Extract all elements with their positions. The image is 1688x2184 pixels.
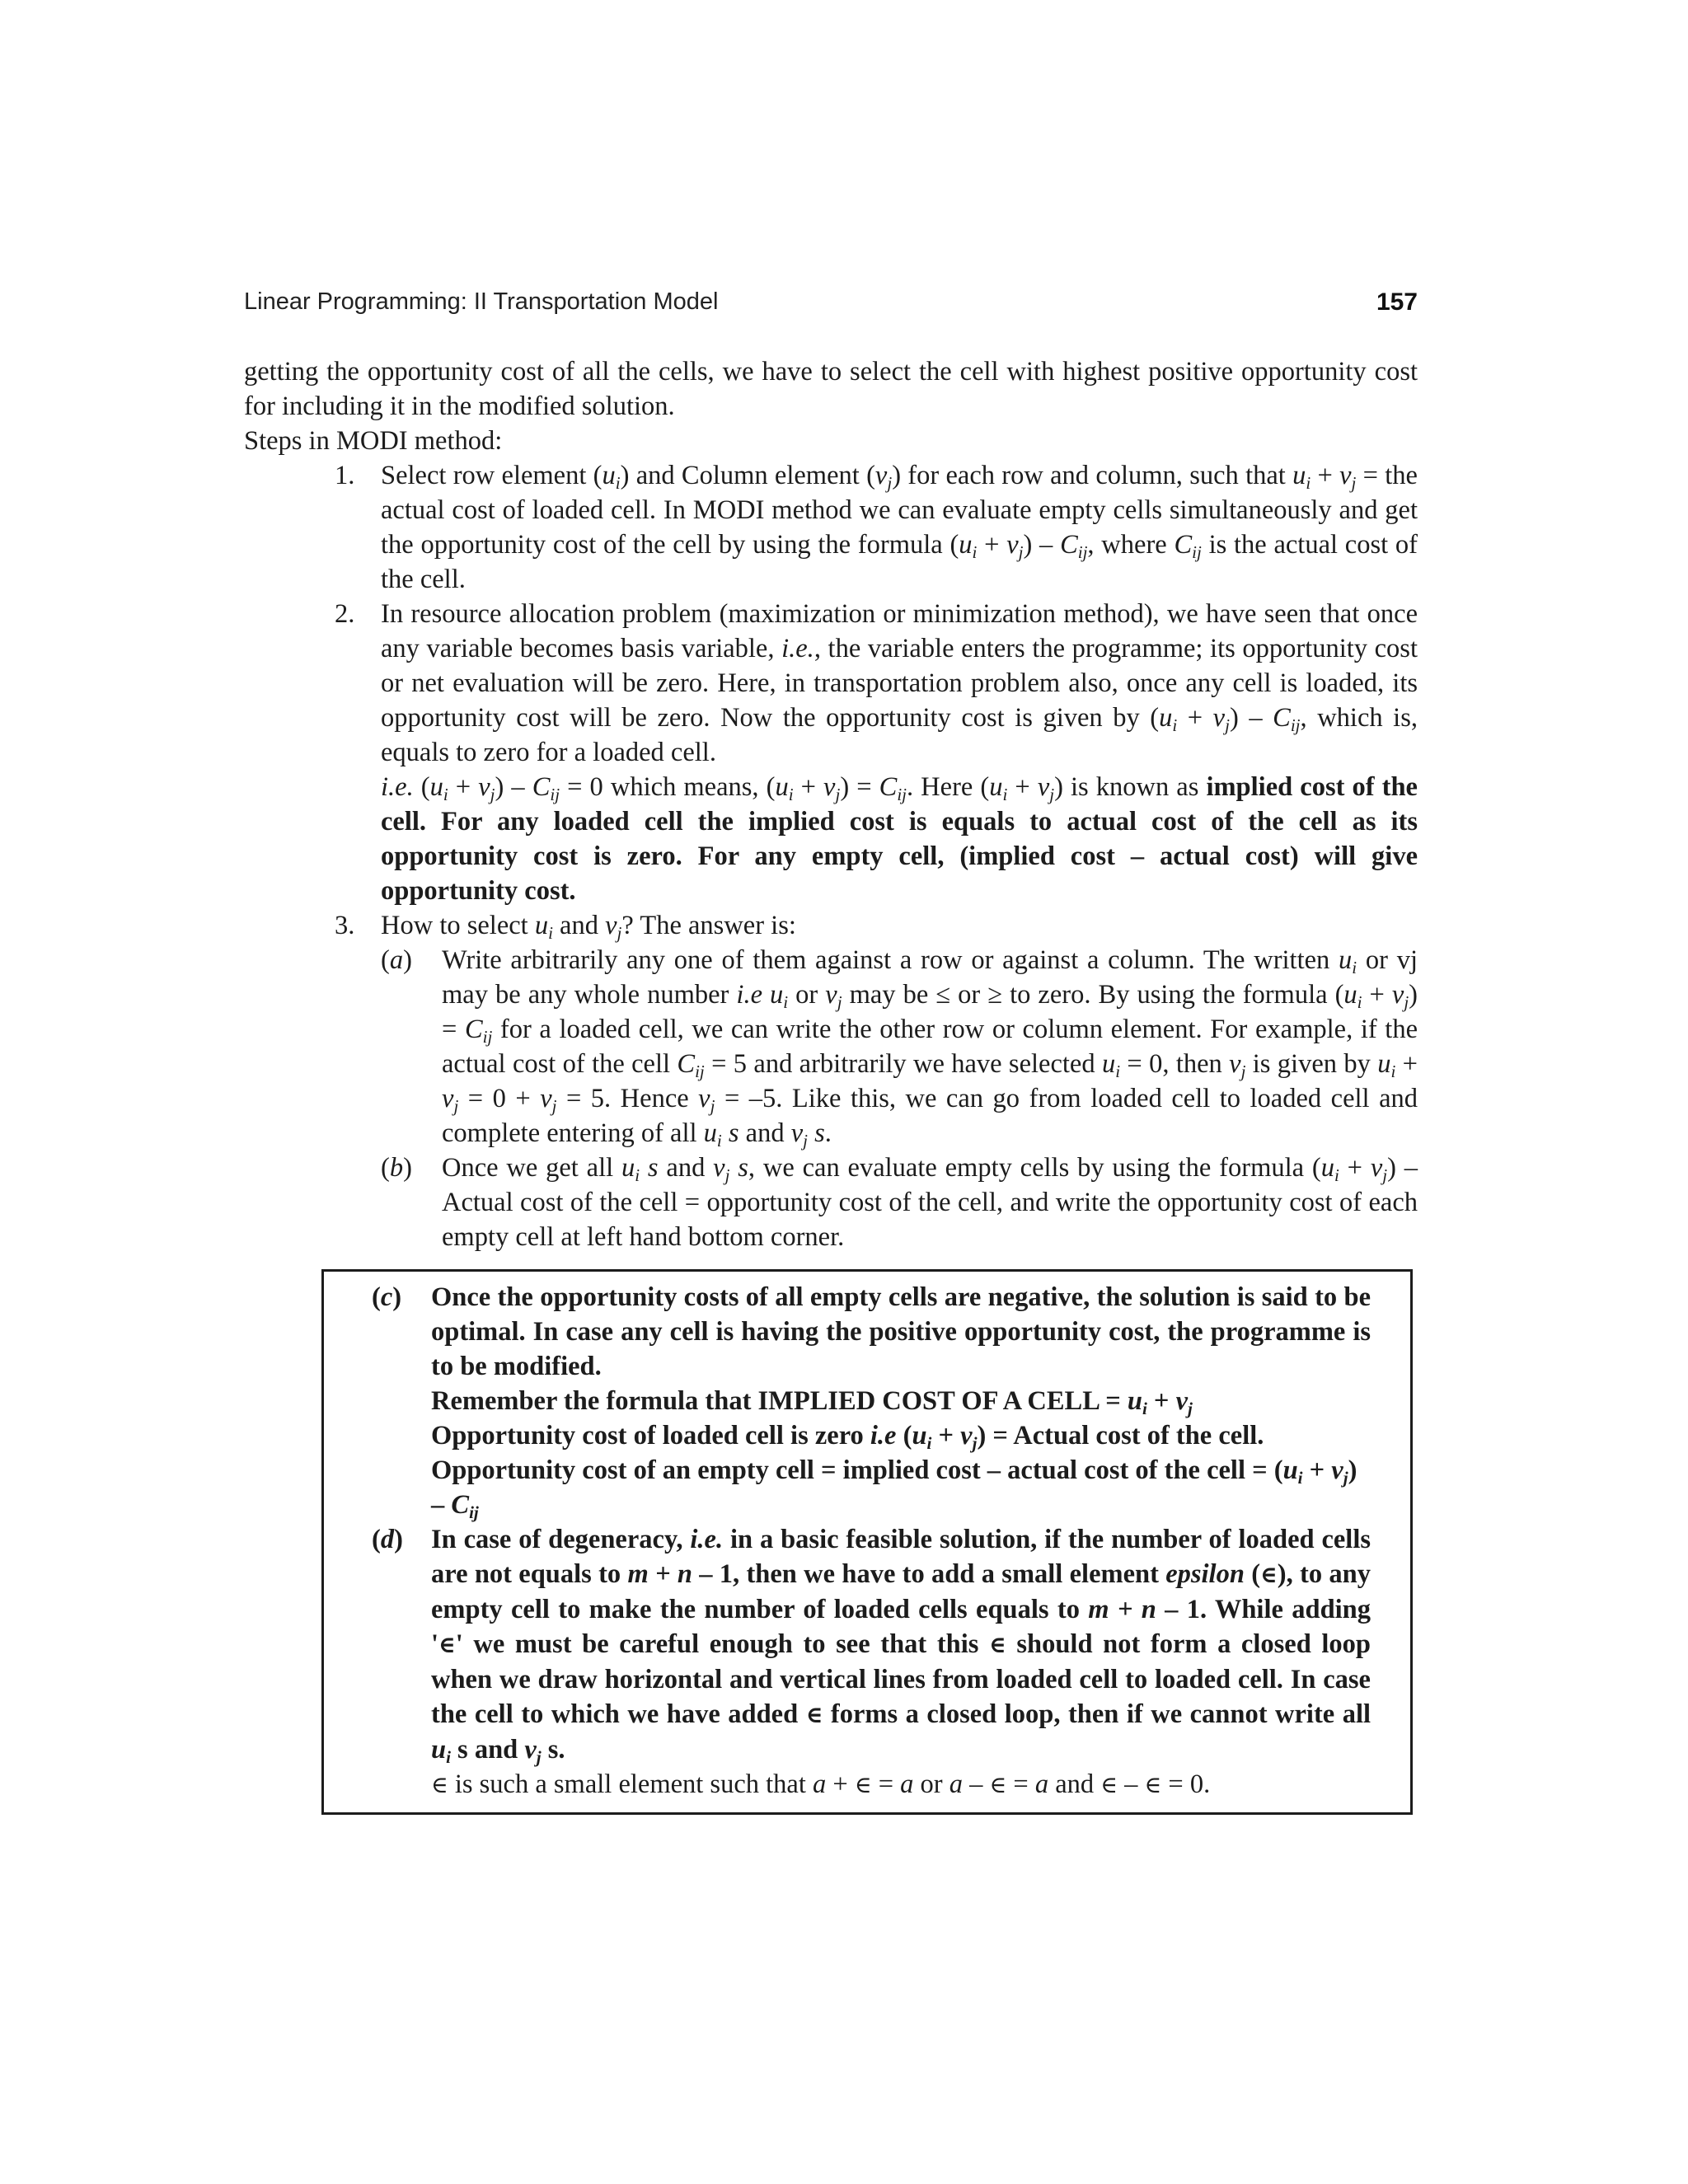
step-3 — [335, 908, 1418, 1254]
page-body — [244, 354, 1418, 1815]
substep-d-text: In case of degeneracy, i.e. in a basic feasible solution, if the number of loaded cells are not equals to m + n – 1, then we have to add a small element epsilon (∈), to any empty cell to make the number of loaded cells equals to m + n – 1. While adding '∈' we must be careful enough to see that this ∈ should not form a closed loop when we draw horizontal and vertical lines from loaded cell to loaded cell. In case the cell to which we have added ∈ forms a closed loop, then if we cannot write all $u_i$ s and $v_j$ s. — [431, 1525, 1371, 1767]
steps-list — [335, 458, 1418, 1254]
intro-paragraph: getting the opportunity cost of all the cells, we have to select the cell with highest positive opportunity cost for including it in the modified solution. — [244, 357, 1418, 421]
page-number: 157 — [1376, 288, 1418, 316]
loaded-cell-formula: Opportunity cost of loaded cell is zero i.e $(u_i + v_j)$ = Actual cost of the cell. — [431, 1421, 1264, 1453]
implied-cost-bold: implied cost of the cell. For any loaded cell the implied cost is equals to actual cost of the cell as its opportunity cost is zero. For any empty cell, (implied cost – actual cost) will give opportunity cost. — [381, 772, 1418, 906]
boxed-note — [321, 1269, 1413, 1815]
substep-label: (a) — [381, 945, 412, 975]
step-number: 1. — [335, 461, 355, 490]
substep-c-text: Once the opportunity costs of all empty cells are negative, the solution is said to be optimal. In case any cell is having the positive opportunity cost, the programme is to be modified. — [431, 1282, 1371, 1381]
step-3-substeps — [381, 943, 1418, 1254]
substep-label: (b) — [381, 1153, 412, 1183]
epsilon-definition: ∈ is such a small element such that a + ∈ = a or a – ∈ = a and ∈ – ∈ = 0. — [431, 1769, 1211, 1799]
substep-b — [381, 1151, 1418, 1254]
epsilon-symbol: ∈ — [1260, 1561, 1278, 1588]
step-2-implied-cost: i.e. $(u_i + v_j) - C_{ij} = 0$ which means, $(u_i + v_j) = C_{ij}$. Here $(u_i + v_j)$ is known as implied cost of the cell. For any loaded cell the implied cost is equals to actual cost of the cell as its opportunity cost is zero. For any empty cell, (implied cost – actual cost) will give opportunity cost. — [381, 772, 1418, 906]
step-number: 3. — [335, 911, 355, 940]
document-page — [244, 288, 1418, 1815]
substep-d — [372, 1522, 1371, 1802]
substep-a-text: Write arbitrarily any one of them against a row or against a column. The written $u_i$ or vj may be any whole number i.e $u_i$ or $v_j$ may be ≤ or ≥ to zero. By using the formula $(u_i + v_j) = C_{ij}$ for a loaded cell, we can write the other row or column element. For example, if the actual cost of the cell $C_{ij} = 5$ and arbitrarily we have selected $u_i = 0$, then $v_j$ is given by $u_i + v_j = 0 + v_j = 5$. Hence $v_j = -5$. Like this, we can go from loaded cell to loaded cell and complete entering of all $u_i$ s and $v_j$ s. — [442, 945, 1418, 1151]
step-1 — [335, 458, 1418, 597]
steps-heading: Steps in MODI method: — [244, 426, 503, 456]
step-3-text: How to select $u_i$ and $v_j$? The answer is: — [381, 911, 796, 943]
step-1-text: Select row element $(u_i)$ and Column element $(v_j)$ for each row and column, such that $u_i + v_j$ = the actual cost of loaded cell. In MODI method we can evaluate empty cells simultaneously and get the opportunity cost of the cell by using the formula $(u_i + v_j) - C_{ij}$, where $C_{ij}$ is the actual cost of the cell. — [381, 461, 1418, 594]
substep-b-text: Once we get all $u_i$ s and $v_j$ s, we can evaluate empty cells by using the formula $(u_i + v_j)$ – Actual cost of the cell = opportunity cost of the cell, and write the opportunity cost of each empty cell at left hand bottom corner. — [442, 1153, 1418, 1252]
step-number: 2. — [335, 599, 355, 629]
running-title: Linear Programming: II Transportation Model — [244, 288, 719, 315]
empty-cell-formula: Opportunity cost of an empty cell = implied cost – actual cost of the cell = $(u_i + v_j) - C_{ij}$ — [431, 1455, 1357, 1522]
substep-label: (c) — [372, 1282, 402, 1312]
step-2-text: In resource allocation problem (maximization or minimization method), we have seen that once any variable becomes basis variable, i.e., the variable enters the programme; its opportunity cost or net evaluation will be zero. Here, in transportation problem also, once any cell is loaded, its opportunity cost will be zero. Now the opportunity cost is given by $(u_i + v_j) - C_{ij}$, which is, equals to zero for a loaded cell. — [381, 599, 1418, 767]
step-2 — [335, 597, 1418, 908]
page-header — [244, 288, 1418, 325]
implied-cost-formula: Remember the formula that IMPLIED COST OF A CELL = $u_i + v_j$ — [431, 1386, 1193, 1418]
substep-label: (d) — [372, 1525, 403, 1554]
substep-c — [372, 1280, 1371, 1522]
substep-a — [381, 943, 1418, 1151]
